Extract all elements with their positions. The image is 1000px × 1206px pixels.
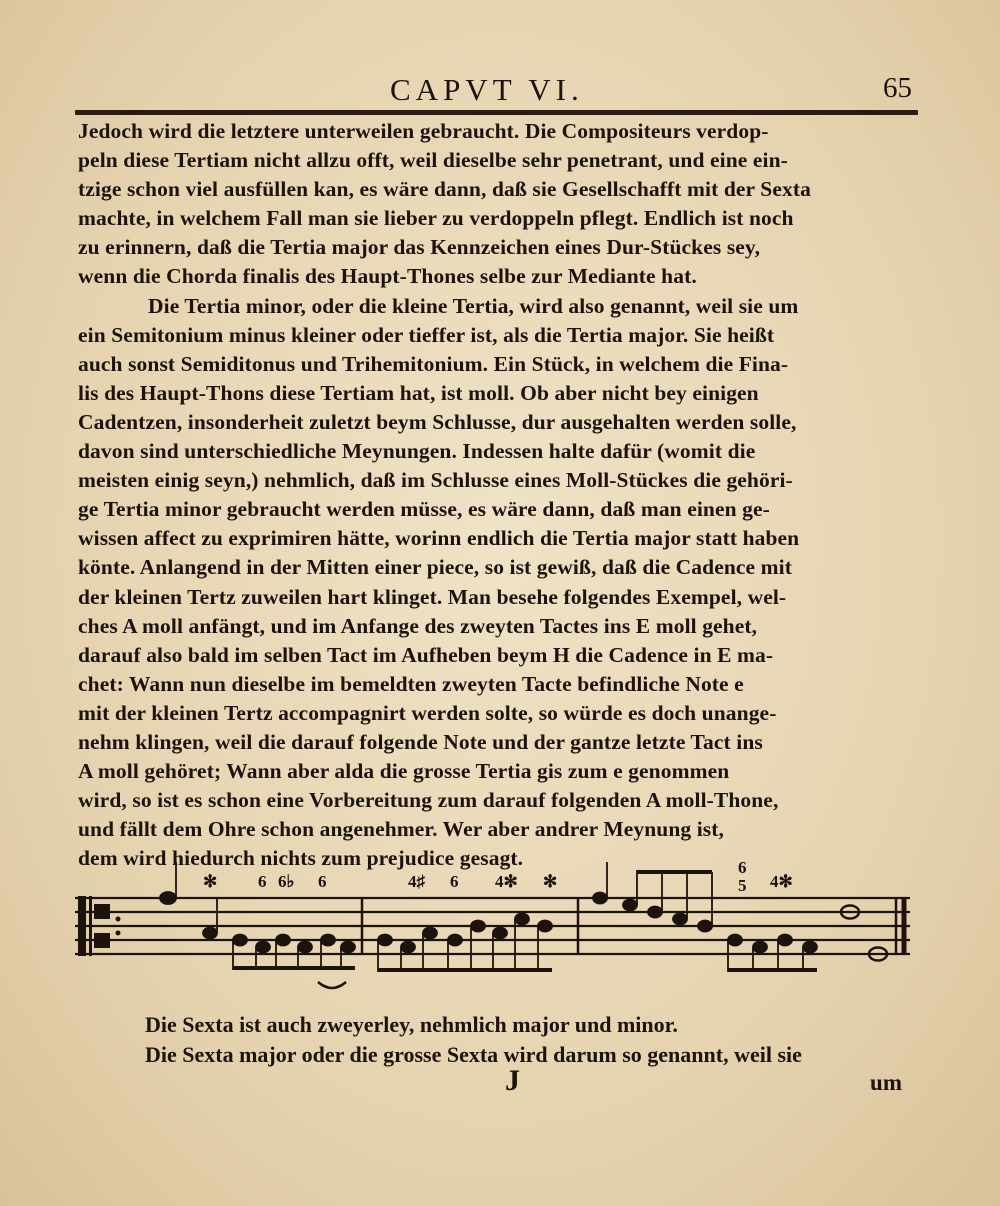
- text-line: machte, in welchem Fall man sie lieber zu verdoppeln pflegt. Endlich ist noch: [78, 206, 794, 231]
- text-line: Die Sexta major oder die grosse Sexta wird darum so genannt, weil sie: [145, 1042, 802, 1067]
- text-line: nehm klingen, weil die darauf folgende Note und der gantze letzte Tact ins: [78, 729, 763, 754]
- text-line: zu erinnern, daß die Tertia major das Kennzeichen eines Dur-Stückes sey,: [78, 235, 761, 260]
- text-line: Jedoch wird die letztere unterweilen gebraucht. Die Compositeurs verdop-: [78, 119, 769, 143]
- text-line: davon sind unterschiedliche Meynungen. Indessen halte dafür (womit die: [78, 439, 756, 464]
- text-line: darauf also bald im selben Tact im Aufheben beym H die Cadence in E ma-: [78, 642, 774, 667]
- text-line: wird, so ist es schon eine Vorbereitung zum darauf folgenden A moll-Thone,: [78, 788, 779, 813]
- text-line: lis des Haupt-Thons diese Tertiam hat, ist moll. Ob aber nicht bey einigen: [78, 380, 759, 405]
- figure-sign: 6♭: [278, 872, 295, 891]
- text-line: Cadentzen, insonderheit zuletzt beym Schlusse, dur ausgehalten werden solle,: [78, 409, 797, 434]
- bass-notes: [160, 862, 887, 972]
- text-line: Die Tertia minor, oder die kleine Tertia, wird also genannt, weil sie um: [148, 293, 799, 318]
- text-line: auch sonst Semiditonus und Trihemitonium. Ein Stück, in welchem die Fina-: [78, 351, 789, 376]
- text-line: könte. Anlangend in der Mitten einer piece, so ist gewiß, daß die Cadence mit: [78, 555, 793, 580]
- tie-mark: [318, 982, 346, 988]
- figure-sign: 4✻: [770, 872, 793, 891]
- music-staff: [70, 862, 920, 1012]
- text-line: peln diese Tertiam nicht allzu offt, weil dieselbe sehr penetrant, und eine ein-: [78, 148, 788, 173]
- text-line: ein Semitonium minus kleiner oder tieffer ist, als die Tertia major. Sie heißt: [78, 322, 775, 347]
- text-line: dem wird hiedurch nichts zum prejudice gesagt.: [78, 846, 524, 871]
- signature-mark: J: [505, 1064, 520, 1097]
- header-rule: [75, 110, 918, 115]
- text-line: mit der kleinen Tertz accompagnirt werden solte, so würde es doch unange-: [78, 700, 777, 725]
- text-line: ge Tertia minor gebraucht werden müsse, es wäre dann, daß man einen ge-: [78, 497, 770, 522]
- text-line: Die Sexta ist auch zweyerley, nehmlich major und minor.: [145, 1012, 678, 1037]
- text-line: wissen affect zu exprimiren hätte, worinn endlich die Tertia major statt haben: [78, 526, 800, 551]
- chapter-title: CAPVT VI.: [390, 72, 584, 107]
- page-number: 65: [883, 72, 912, 104]
- text-line: und fällt dem Ohre schon angenehmer. Wer aber andrer Meynung ist,: [78, 817, 724, 842]
- figure-sign: 6: [450, 872, 459, 891]
- body-text: [78, 117, 920, 873]
- text-line: A moll gehöret; Wann aber alda die grosse Tertia gis zum e genommen: [78, 759, 730, 784]
- figure-sign: 6: [318, 872, 327, 891]
- figure-sign: ✻: [203, 872, 218, 891]
- figure-sign: 4✻: [495, 872, 518, 891]
- figure-sign: 5: [738, 876, 747, 895]
- figure-sign: 6: [258, 872, 267, 891]
- text-line: ches A moll anfängt, und im Anfange des zweyten Tactes ins E moll gehet,: [78, 613, 758, 638]
- text-line: der kleinen Tertz zuweilen hart klinget. Man besehe folgendes Exempel, wel-: [78, 584, 787, 609]
- figure-sign: 4♯: [408, 872, 425, 891]
- text-line: tzige schon viel ausfüllen kan, es wäre dann, daß sie Gesellschafft mit der Sexta: [78, 177, 811, 202]
- figure-sign: ✻: [543, 872, 558, 891]
- text-line: chet: Wann nun dieselbe im bemeldten zweyten Tacte befindliche Note e: [78, 671, 744, 696]
- text-line: wenn die Chorda finalis des Haupt-Thones selbe zur Mediante hat.: [78, 264, 697, 289]
- running-header: [70, 70, 922, 110]
- figure-sign: 6: [738, 858, 747, 877]
- text-line: meisten einig seyn,) nehmlich, daß im Schlusse eines Moll-Stückes die gehöri-: [78, 468, 793, 493]
- catchword: um: [870, 1070, 902, 1095]
